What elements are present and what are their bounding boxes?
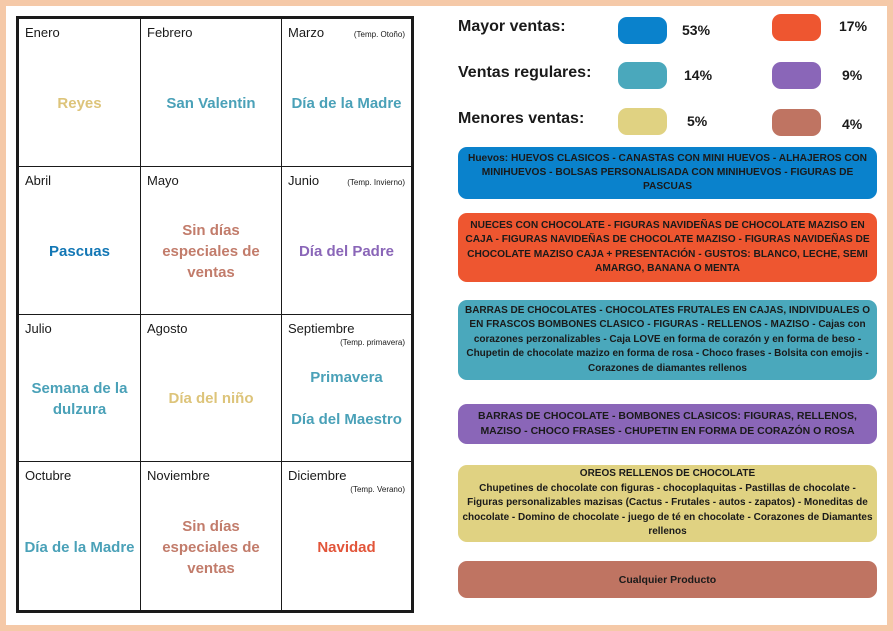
category-box-purple [458, 404, 877, 444]
month-label: Octubre [25, 468, 72, 484]
pct-orange: 17% [839, 18, 868, 34]
special-date-label: Día del Padre [298, 242, 395, 260]
category-box-yellow [458, 465, 877, 542]
pct-blue: 53% [682, 22, 711, 38]
special-date-label: Día de la Madre [291, 94, 402, 112]
category-text-teal: BARRAS DE CHOCOLATES - CHOCOLATES FRUTALES EN CAJAS, INDIVIDUALES O EN FRASCOS BOMBONES CLASICO - FIGURAS - RELLENOS - MAZISO - Cajas con corazones perzonalizables - Caja LOVE en forma de corazón y en forma de beso - Chupetin de chocolate mazizo en forma de rosa - Choco frases - Bolsita con emojis - Corazones de diamantes rellenos [464, 304, 870, 374]
month-label: Marzo [288, 25, 325, 40]
swatch-teal [618, 62, 667, 89]
pct-teal: 14% [684, 67, 713, 83]
pct-brown: 4% [842, 116, 863, 132]
special-date-label: Navidad [317, 538, 376, 556]
swatch-brown [772, 109, 821, 136]
legend-label-regular: Ventas regulares: [458, 64, 592, 81]
calendar-cell [141, 462, 282, 610]
category-text-orange: NUECES CON CHOCOLATE - FIGURAS NAVIDEÑAS DE CHOCOLATE MAZISO EN CAJA - FIGURAS NAVIDEÑAS DE CHOCOLATE MAZISO - FIGURAS NAVIDEÑAS DE CHOCOLATE MAZISO CAJA + PRESENTACIÓN - GUSTOS: BLANCO, LECHE, SEMI AMARGO, BANANA O MENTA [465, 219, 870, 274]
legend-label-mayor: Mayor ventas: [458, 18, 566, 35]
special-date-label: Primavera [310, 369, 383, 387]
calendar-grid [16, 16, 414, 613]
category-box-orange [458, 213, 877, 282]
month-label: Diciembre [288, 468, 347, 484]
month-label: Junio [288, 172, 320, 188]
swatch-yellow [618, 108, 667, 135]
category-box-blue [458, 147, 877, 199]
category-text-brown: Cualquier Producto [618, 573, 717, 586]
category-text-blue: Huevos: HUEVOS CLASICOS - CANASTAS CON MINI HUEVOS - ALHAJEROS CON MINIHUEVOS - BOLSAS PERSONALISADA CON MINIHUEVOS - FIGURAS DE PASCUAS [467, 153, 868, 192]
special-date-label: Semana de la dulzura [31, 379, 128, 418]
special-date-label: Día del Maestro [291, 411, 402, 429]
month-label: Septiembre [288, 320, 355, 336]
special-date-label: Día de la Madre [24, 538, 135, 556]
season-label: (Temp. Otoño) [353, 30, 405, 39]
calendar-cell [282, 19, 411, 167]
month-label: Julio [25, 320, 52, 336]
legend-label-menor: Menores ventas: [458, 110, 585, 127]
category-box-teal [458, 300, 877, 380]
calendar-cell [19, 19, 141, 167]
special-date-label: Pascuas [49, 242, 110, 260]
month-label: Noviembre [147, 468, 210, 484]
calendar-cell [141, 167, 282, 315]
category-box-brown [458, 561, 877, 598]
swatch-blue [618, 17, 667, 44]
month-label: Agosto [147, 320, 188, 336]
category-text-purple: BARRAS DE CHOCOLATE - BOMBONES CLASICOS: FIGURAS, RELLENOS, MAZISO - CHOCO FRASES - CHUPETIN EN FORMA DE CORAZÓN O ROSA [478, 410, 857, 437]
calendar-cell [141, 19, 282, 167]
month-label: Abril [25, 172, 52, 188]
pct-yellow: 5% [687, 113, 708, 129]
category-text-yellow: Chupetines de chocolate con figuras - chocoplaquitas - Pastillas de chocolate - Figuras personalizables mazisas (Cactus - Frutales - autos - zapatos) - Moneditas de chocolate - Domino de chocolate - juego de té en chocolate - Corazones de Diamantes rellenos [462, 482, 873, 538]
sales-legend [458, 12, 878, 136]
calendar-cell [19, 167, 141, 315]
category-title-yellow: OREOS RELLENOS DE CHOCOLATE [579, 468, 756, 480]
calendar-cell [282, 167, 411, 315]
special-date-label: Sin días especiales de ventas [162, 517, 260, 577]
season-label: (Temp. primavera) [340, 337, 405, 347]
season-label: (Temp. Invierno) [347, 177, 405, 187]
pct-purple: 9% [842, 67, 863, 83]
calendar-cell [282, 315, 411, 463]
calendar-cell [19, 315, 141, 463]
month-label: Mayo [147, 172, 179, 188]
special-date-label: Sin días especiales de ventas [162, 221, 260, 281]
special-date-label: Reyes [57, 94, 102, 112]
special-date-label: Día del niño [168, 390, 254, 408]
season-label: (Temp. Verano) [350, 485, 405, 495]
swatch-purple [772, 62, 821, 89]
calendar-cell [19, 462, 141, 610]
month-label: Enero [25, 25, 60, 40]
month-label: Febrero [147, 25, 193, 40]
calendar-cell [141, 315, 282, 463]
calendar-cell [282, 462, 411, 610]
swatch-orange [772, 14, 821, 41]
special-date-label: San Valentin [166, 94, 256, 112]
